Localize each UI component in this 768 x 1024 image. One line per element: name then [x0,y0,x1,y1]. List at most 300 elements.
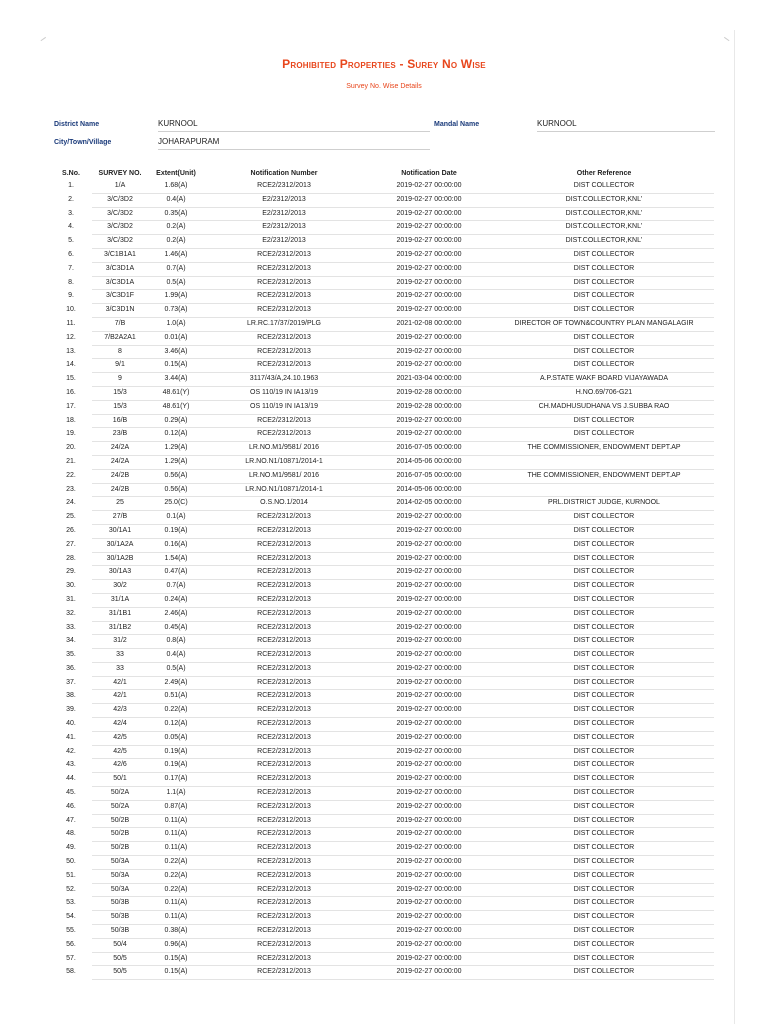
cell-extent: 0.11(A) [148,814,204,828]
cell-notification-date: 2014-05-06 00:00:00 [364,455,494,469]
table-row [50,386,714,400]
cell-survey-no: 3/C/3D2 [92,221,148,235]
cell-notification-date: 2019-02-27 00:00:00 [364,414,494,428]
cell-other-reference: PRL.DISTRICT JUDGE, KURNOOL [494,497,714,511]
cell-notification-number: RCE2/2312/2013 [204,428,364,442]
cell-survey-no: 3/C3D1F [92,290,148,304]
cell-extent: 0.56(A) [148,469,204,483]
table-row [50,787,714,801]
cell-notification-date: 2019-02-27 00:00:00 [364,566,494,580]
cell-survey-no: 27/B [92,511,148,525]
cell-notification-date: 2019-02-27 00:00:00 [364,897,494,911]
cell-sno: 26. [66,526,76,534]
cell-notification-date: 2019-02-27 00:00:00 [364,180,494,193]
cell-notification-number: E2/2312/2013 [204,193,364,207]
cell-notification-date: 2019-02-27 00:00:00 [364,911,494,925]
cell-other-reference: DIST COLLECTOR [494,331,714,345]
header-survey-no: SURVEY NO. [98,169,142,177]
cell-survey-no: 16/B [92,414,148,428]
cell-sno: 10. [66,306,76,314]
cell-sno: 36. [66,664,76,672]
table-row [50,345,714,359]
cell-notification-number: OS 110/19 IN IA13/19 [204,400,364,414]
cell-survey-no: 3/C/3D2 [92,235,148,249]
table-row [50,621,714,635]
cell-notification-number: RCE2/2312/2013 [204,662,364,676]
cell-survey-no: 3/C/3D2 [92,193,148,207]
cell-notification-date: 2019-02-27 00:00:00 [364,635,494,649]
table-row [50,455,714,469]
cell-survey-no: 50/2A [92,787,148,801]
table-row [50,524,714,538]
page-edge-rule [734,30,735,1024]
cell-sno: 37. [66,678,76,686]
table-row [50,635,714,649]
cell-survey-no: 24/2B [92,469,148,483]
cell-notification-date: 2019-02-27 00:00:00 [364,524,494,538]
cell-extent: 25.0(C) [148,497,204,511]
cell-notification-number: RCE2/2312/2013 [204,276,364,290]
cell-notification-number: E2/2312/2013 [204,235,364,249]
cell-survey-no: 50/2B [92,842,148,856]
cell-sno: 53. [66,899,76,907]
cell-other-reference: DIST.COLLECTOR,KNL' [494,235,714,249]
cell-notification-number: RCE2/2312/2013 [204,911,364,925]
cell-notification-number: RCE2/2312/2013 [204,331,364,345]
cell-notification-number: RCE2/2312/2013 [204,290,364,304]
cell-notification-date: 2019-02-27 00:00:00 [364,759,494,773]
cell-sno: 33. [66,623,76,631]
cell-extent: 1.99(A) [148,290,204,304]
cell-notification-number: RCE2/2312/2013 [204,773,364,787]
cell-notification-date: 2019-02-27 00:00:00 [364,538,494,552]
cell-sno: 3. [68,209,74,217]
cell-survey-no: 1/A [92,180,148,193]
district-label: District Name [54,121,100,128]
cell-survey-no: 50/3B [92,925,148,939]
cell-other-reference: DIST.COLLECTOR,KNL' [494,193,714,207]
header-other-reference: Other Reference [576,169,632,177]
cell-notification-date: 2019-02-27 00:00:00 [364,883,494,897]
table-row [50,331,714,345]
cell-sno: 18. [66,416,76,424]
cell-sno: 25. [66,513,76,521]
table-row [50,428,714,442]
cell-other-reference: DIST COLLECTOR [494,966,714,980]
cell-survey-no: 9/1 [92,359,148,373]
village-label: City/Town/Village [54,139,112,146]
table-row [50,607,714,621]
cell-extent: 0.11(A) [148,911,204,925]
cell-extent: 0.87(A) [148,800,204,814]
cell-notification-number: RCE2/2312/2013 [204,414,364,428]
cell-extent: 0.19(A) [148,524,204,538]
table-row [50,483,714,497]
cell-notification-number: RCE2/2312/2013 [204,552,364,566]
cell-other-reference: DIST COLLECTOR [494,290,714,304]
cell-sno: 23. [66,485,76,493]
cell-other-reference: DIST COLLECTOR [494,704,714,718]
cell-notification-number: RCE2/2312/2013 [204,718,364,732]
cell-other-reference: DIST COLLECTOR [494,248,714,262]
table-row [50,566,714,580]
cell-notification-date: 2014-02-05 00:00:00 [364,497,494,511]
cell-extent: 0.5(A) [148,276,204,290]
cell-sno: 57. [66,954,76,962]
cell-extent: 0.4(A) [148,649,204,663]
cell-notification-date: 2019-02-27 00:00:00 [364,248,494,262]
cell-sno: 40. [66,720,76,728]
cell-extent: 48.61(Y) [148,386,204,400]
cell-other-reference: DIST COLLECTOR [494,607,714,621]
table-row [50,773,714,787]
cell-notification-date: 2019-02-27 00:00:00 [364,704,494,718]
cell-notification-number: RCE2/2312/2013 [204,759,364,773]
cell-notification-date: 2021-03-04 00:00:00 [364,373,494,387]
cell-notification-date: 2019-02-27 00:00:00 [364,593,494,607]
cell-other-reference: DIST COLLECTOR [494,538,714,552]
cell-extent: 0.15(A) [148,952,204,966]
cell-notification-date: 2019-02-27 00:00:00 [364,745,494,759]
cell-notification-date: 2019-02-27 00:00:00 [364,800,494,814]
header-sno: S.No. [62,169,80,177]
cell-notification-date: 2019-02-27 00:00:00 [364,331,494,345]
cell-extent: 0.24(A) [148,593,204,607]
cell-extent: 0.19(A) [148,745,204,759]
cell-survey-no: 8 [92,345,148,359]
cell-survey-no: 30/1A2A [92,538,148,552]
cell-survey-no: 33 [92,662,148,676]
cell-survey-no: 42/1 [92,676,148,690]
cell-extent: 0.38(A) [148,925,204,939]
cell-sno: 1. [68,182,74,190]
cell-sno: 21. [66,457,76,465]
cell-survey-no: 50/3A [92,856,148,870]
table-row [50,235,714,249]
cell-notification-date: 2019-02-27 00:00:00 [364,359,494,373]
table-row [50,759,714,773]
table-body [50,180,714,980]
cell-sno: 12. [66,333,76,341]
cell-sno: 16. [66,388,76,396]
table-row [50,359,714,373]
cell-sno: 31. [66,595,76,603]
cell-notification-number: RCE2/2312/2013 [204,800,364,814]
cell-survey-no: 50/3A [92,883,148,897]
page-subtitle: Survey No. Wise Details [346,83,422,90]
cell-extent: 2.46(A) [148,607,204,621]
cell-survey-no: 24/2B [92,483,148,497]
cell-notification-date: 2019-02-27 00:00:00 [364,304,494,318]
table-row [50,221,714,235]
cell-sno: 46. [66,802,76,810]
cell-other-reference: CH.MADHUSUDHANA VS J.SUBBA RAO [494,400,714,414]
cell-notification-number: RCE2/2312/2013 [204,262,364,276]
page-title: Prohibited Properties - Surey No Wise [282,57,486,71]
cell-survey-no: 30/1A3 [92,566,148,580]
cell-extent: 0.2(A) [148,221,204,235]
cell-extent: 0.7(A) [148,262,204,276]
cell-extent: 1.68(A) [148,180,204,193]
cell-survey-no: 15/3 [92,386,148,400]
table-row [50,497,714,511]
cell-extent: 0.15(A) [148,966,204,980]
cell-survey-no: 31/1B1 [92,607,148,621]
table-row [50,414,714,428]
table-row [50,442,714,456]
cell-notification-date: 2019-02-27 00:00:00 [364,262,494,276]
cell-other-reference: DIST COLLECTOR [494,524,714,538]
table-row [50,718,714,732]
cell-extent: 0.5(A) [148,662,204,676]
mandal-label: Mandal Name [434,121,480,128]
cell-notification-date: 2019-02-27 00:00:00 [364,511,494,525]
cell-other-reference: DIST COLLECTOR [494,414,714,428]
table-row [50,552,714,566]
cell-extent: 48.61(Y) [148,400,204,414]
cell-extent: 1.54(A) [148,552,204,566]
cell-extent: 0.11(A) [148,842,204,856]
cell-notification-number: RCE2/2312/2013 [204,787,364,801]
table-row [50,649,714,663]
cell-other-reference: DIST.COLLECTOR,KNL' [494,207,714,221]
cell-extent: 0.12(A) [148,718,204,732]
cell-sno: 52. [66,885,76,893]
table-row [50,883,714,897]
cell-sno: 7. [68,264,74,272]
cell-notification-number: RCE2/2312/2013 [204,359,364,373]
cell-extent: 0.45(A) [148,621,204,635]
cell-extent: 0.22(A) [148,869,204,883]
cell-notification-number: LR.RC.17/37/2019/PLG [204,317,364,331]
cell-other-reference: DIST COLLECTOR [494,731,714,745]
cell-other-reference: DIST COLLECTOR [494,787,714,801]
cell-other-reference: DIST COLLECTOR [494,773,714,787]
cell-other-reference: DIST COLLECTOR [494,842,714,856]
cell-notification-number: RCE2/2312/2013 [204,938,364,952]
cell-notification-date: 2019-02-27 00:00:00 [364,290,494,304]
cell-extent: 0.19(A) [148,759,204,773]
table-row [50,662,714,676]
header-extent: Extent(Unit) [156,169,196,177]
cell-survey-no: 50/3A [92,869,148,883]
cell-extent: 0.8(A) [148,635,204,649]
cell-survey-no: 24/2A [92,455,148,469]
table-row [50,704,714,718]
table-row [50,538,714,552]
cell-notification-number: E2/2312/2013 [204,221,364,235]
cell-notification-date: 2019-02-27 00:00:00 [364,580,494,594]
cell-notification-date: 2019-02-27 00:00:00 [364,952,494,966]
cell-other-reference: H.NO.69/706-G21 [494,386,714,400]
table-row [50,966,714,980]
cell-sno: 13. [66,347,76,355]
cell-sno: 58. [66,968,76,976]
cell-sno: 27. [66,540,76,548]
cell-notification-date: 2019-02-27 00:00:00 [364,607,494,621]
cell-sno: 19. [66,430,76,438]
page-corner-mark [721,37,730,46]
cell-extent: 0.22(A) [148,704,204,718]
cell-notification-number: RCE2/2312/2013 [204,566,364,580]
cell-notification-number: LR.NO.M1/9581/ 2016 [204,442,364,456]
cell-sno: 48. [66,830,76,838]
cell-notification-date: 2019-02-27 00:00:00 [364,718,494,732]
cell-extent: 0.11(A) [148,897,204,911]
cell-other-reference: DIST COLLECTOR [494,856,714,870]
table-row [50,869,714,883]
cell-extent: 0.4(A) [148,193,204,207]
table-row [50,400,714,414]
cell-notification-number: OS 110/19 IN IA13/19 [204,386,364,400]
cell-extent: 2.49(A) [148,676,204,690]
cell-notification-number: RCE2/2312/2013 [204,524,364,538]
cell-other-reference: DIST COLLECTOR [494,580,714,594]
cell-extent: 0.47(A) [148,566,204,580]
table-row [50,911,714,925]
cell-notification-date: 2019-02-27 00:00:00 [364,869,494,883]
cell-notification-number: RCE2/2312/2013 [204,883,364,897]
cell-extent: 1.29(A) [148,455,204,469]
cell-other-reference: DIST.COLLECTOR,KNL' [494,221,714,235]
cell-other-reference [494,483,714,497]
cell-notification-number: RCE2/2312/2013 [204,856,364,870]
cell-survey-no: 50/2A [92,800,148,814]
cell-survey-no: 3/C/3D2 [92,207,148,221]
table-row [50,676,714,690]
cell-extent: 0.56(A) [148,483,204,497]
table-row [50,580,714,594]
cell-other-reference: DIST COLLECTOR [494,621,714,635]
cell-notification-date: 2019-02-27 00:00:00 [364,938,494,952]
cell-sno: 17. [66,402,76,410]
table-row [50,290,714,304]
cell-survey-no: 50/3B [92,911,148,925]
cell-extent: 0.1(A) [148,511,204,525]
cell-notification-date: 2019-02-27 00:00:00 [364,925,494,939]
cell-notification-date: 2019-02-27 00:00:00 [364,662,494,676]
cell-extent: 0.11(A) [148,828,204,842]
cell-other-reference: DIST COLLECTOR [494,304,714,318]
cell-survey-no: 3/C3D1A [92,276,148,290]
cell-extent: 0.22(A) [148,856,204,870]
table-row [50,952,714,966]
cell-other-reference: DIST COLLECTOR [494,883,714,897]
table-row [50,469,714,483]
cell-notification-number: RCE2/2312/2013 [204,607,364,621]
cell-other-reference: DIST COLLECTOR [494,814,714,828]
cell-extent: 0.7(A) [148,580,204,594]
table-row [50,938,714,952]
cell-notification-number: RCE2/2312/2013 [204,304,364,318]
cell-sno: 38. [66,692,76,700]
cell-notification-date: 2019-02-27 00:00:00 [364,676,494,690]
cell-notification-date: 2019-02-27 00:00:00 [364,814,494,828]
cell-other-reference: DIST COLLECTOR [494,593,714,607]
cell-extent: 3.46(A) [148,345,204,359]
cell-sno: 44. [66,775,76,783]
cell-notification-date: 2016-07-05 00:00:00 [364,469,494,483]
cell-survey-no: 31/1A [92,593,148,607]
cell-notification-date: 2019-02-27 00:00:00 [364,787,494,801]
cell-sno: 45. [66,789,76,797]
cell-notification-number: RCE2/2312/2013 [204,649,364,663]
cell-notification-date: 2019-02-27 00:00:00 [364,552,494,566]
cell-other-reference: DIST COLLECTOR [494,800,714,814]
cell-notification-date: 2019-02-27 00:00:00 [364,621,494,635]
cell-extent: 0.51(A) [148,690,204,704]
cell-sno: 47. [66,816,76,824]
cell-survey-no: 30/1A2B [92,552,148,566]
table-row [50,731,714,745]
cell-notification-number: LR.NO.N1/10871/2014-1 [204,483,364,497]
cell-survey-no: 42/5 [92,745,148,759]
cell-sno: 8. [68,278,74,286]
table-row [50,690,714,704]
cell-sno: 32. [66,609,76,617]
cell-survey-no: 7/B [92,317,148,331]
cell-notification-date: 2016-07-05 00:00:00 [364,442,494,456]
cell-other-reference: THE COMMISSIONER, ENDOWMENT DEPT.AP [494,469,714,483]
cell-sno: 43. [66,761,76,769]
table-row [50,373,714,387]
cell-extent: 1.0(A) [148,317,204,331]
cell-other-reference: DIST COLLECTOR [494,662,714,676]
cell-notification-date: 2019-02-28 00:00:00 [364,400,494,414]
cell-sno: 30. [66,582,76,590]
cell-extent: 3.44(A) [148,373,204,387]
table-row [50,248,714,262]
cell-extent: 0.01(A) [148,331,204,345]
cell-survey-no: 50/5 [92,966,148,980]
cell-survey-no: 50/4 [92,938,148,952]
cell-extent: 0.16(A) [148,538,204,552]
table-row [50,593,714,607]
cell-other-reference: DIST COLLECTOR [494,952,714,966]
cell-other-reference: DIST COLLECTOR [494,938,714,952]
cell-notification-number: RCE2/2312/2013 [204,593,364,607]
cell-survey-no: 30/2 [92,580,148,594]
cell-survey-no: 50/5 [92,952,148,966]
cell-survey-no: 15/3 [92,400,148,414]
cell-notification-number: RCE2/2312/2013 [204,897,364,911]
cell-extent: 0.05(A) [148,731,204,745]
cell-notification-date: 2019-02-27 00:00:00 [364,428,494,442]
cell-notification-date: 2019-02-27 00:00:00 [364,207,494,221]
cell-notification-date: 2019-02-27 00:00:00 [364,828,494,842]
cell-notification-number: RCE2/2312/2013 [204,828,364,842]
cell-extent: 1.1(A) [148,787,204,801]
table-row [50,262,714,276]
cell-survey-no: 24/2A [92,442,148,456]
table-row [50,856,714,870]
cell-other-reference: DIST COLLECTOR [494,635,714,649]
cell-extent: 0.17(A) [148,773,204,787]
table-row [50,800,714,814]
cell-survey-no: 7/B2A2A1 [92,331,148,345]
cell-other-reference: DIST COLLECTOR [494,428,714,442]
cell-notification-date: 2019-02-27 00:00:00 [364,690,494,704]
cell-sno: 2. [68,195,74,203]
cell-other-reference: DIST COLLECTOR [494,925,714,939]
cell-notification-number: RCE2/2312/2013 [204,180,364,193]
cell-notification-date: 2019-02-27 00:00:00 [364,966,494,980]
cell-notification-number: RCE2/2312/2013 [204,511,364,525]
cell-other-reference: DIST COLLECTOR [494,566,714,580]
table-row [50,897,714,911]
cell-notification-date: 2019-02-27 00:00:00 [364,773,494,787]
cell-extent: 1.29(A) [148,442,204,456]
